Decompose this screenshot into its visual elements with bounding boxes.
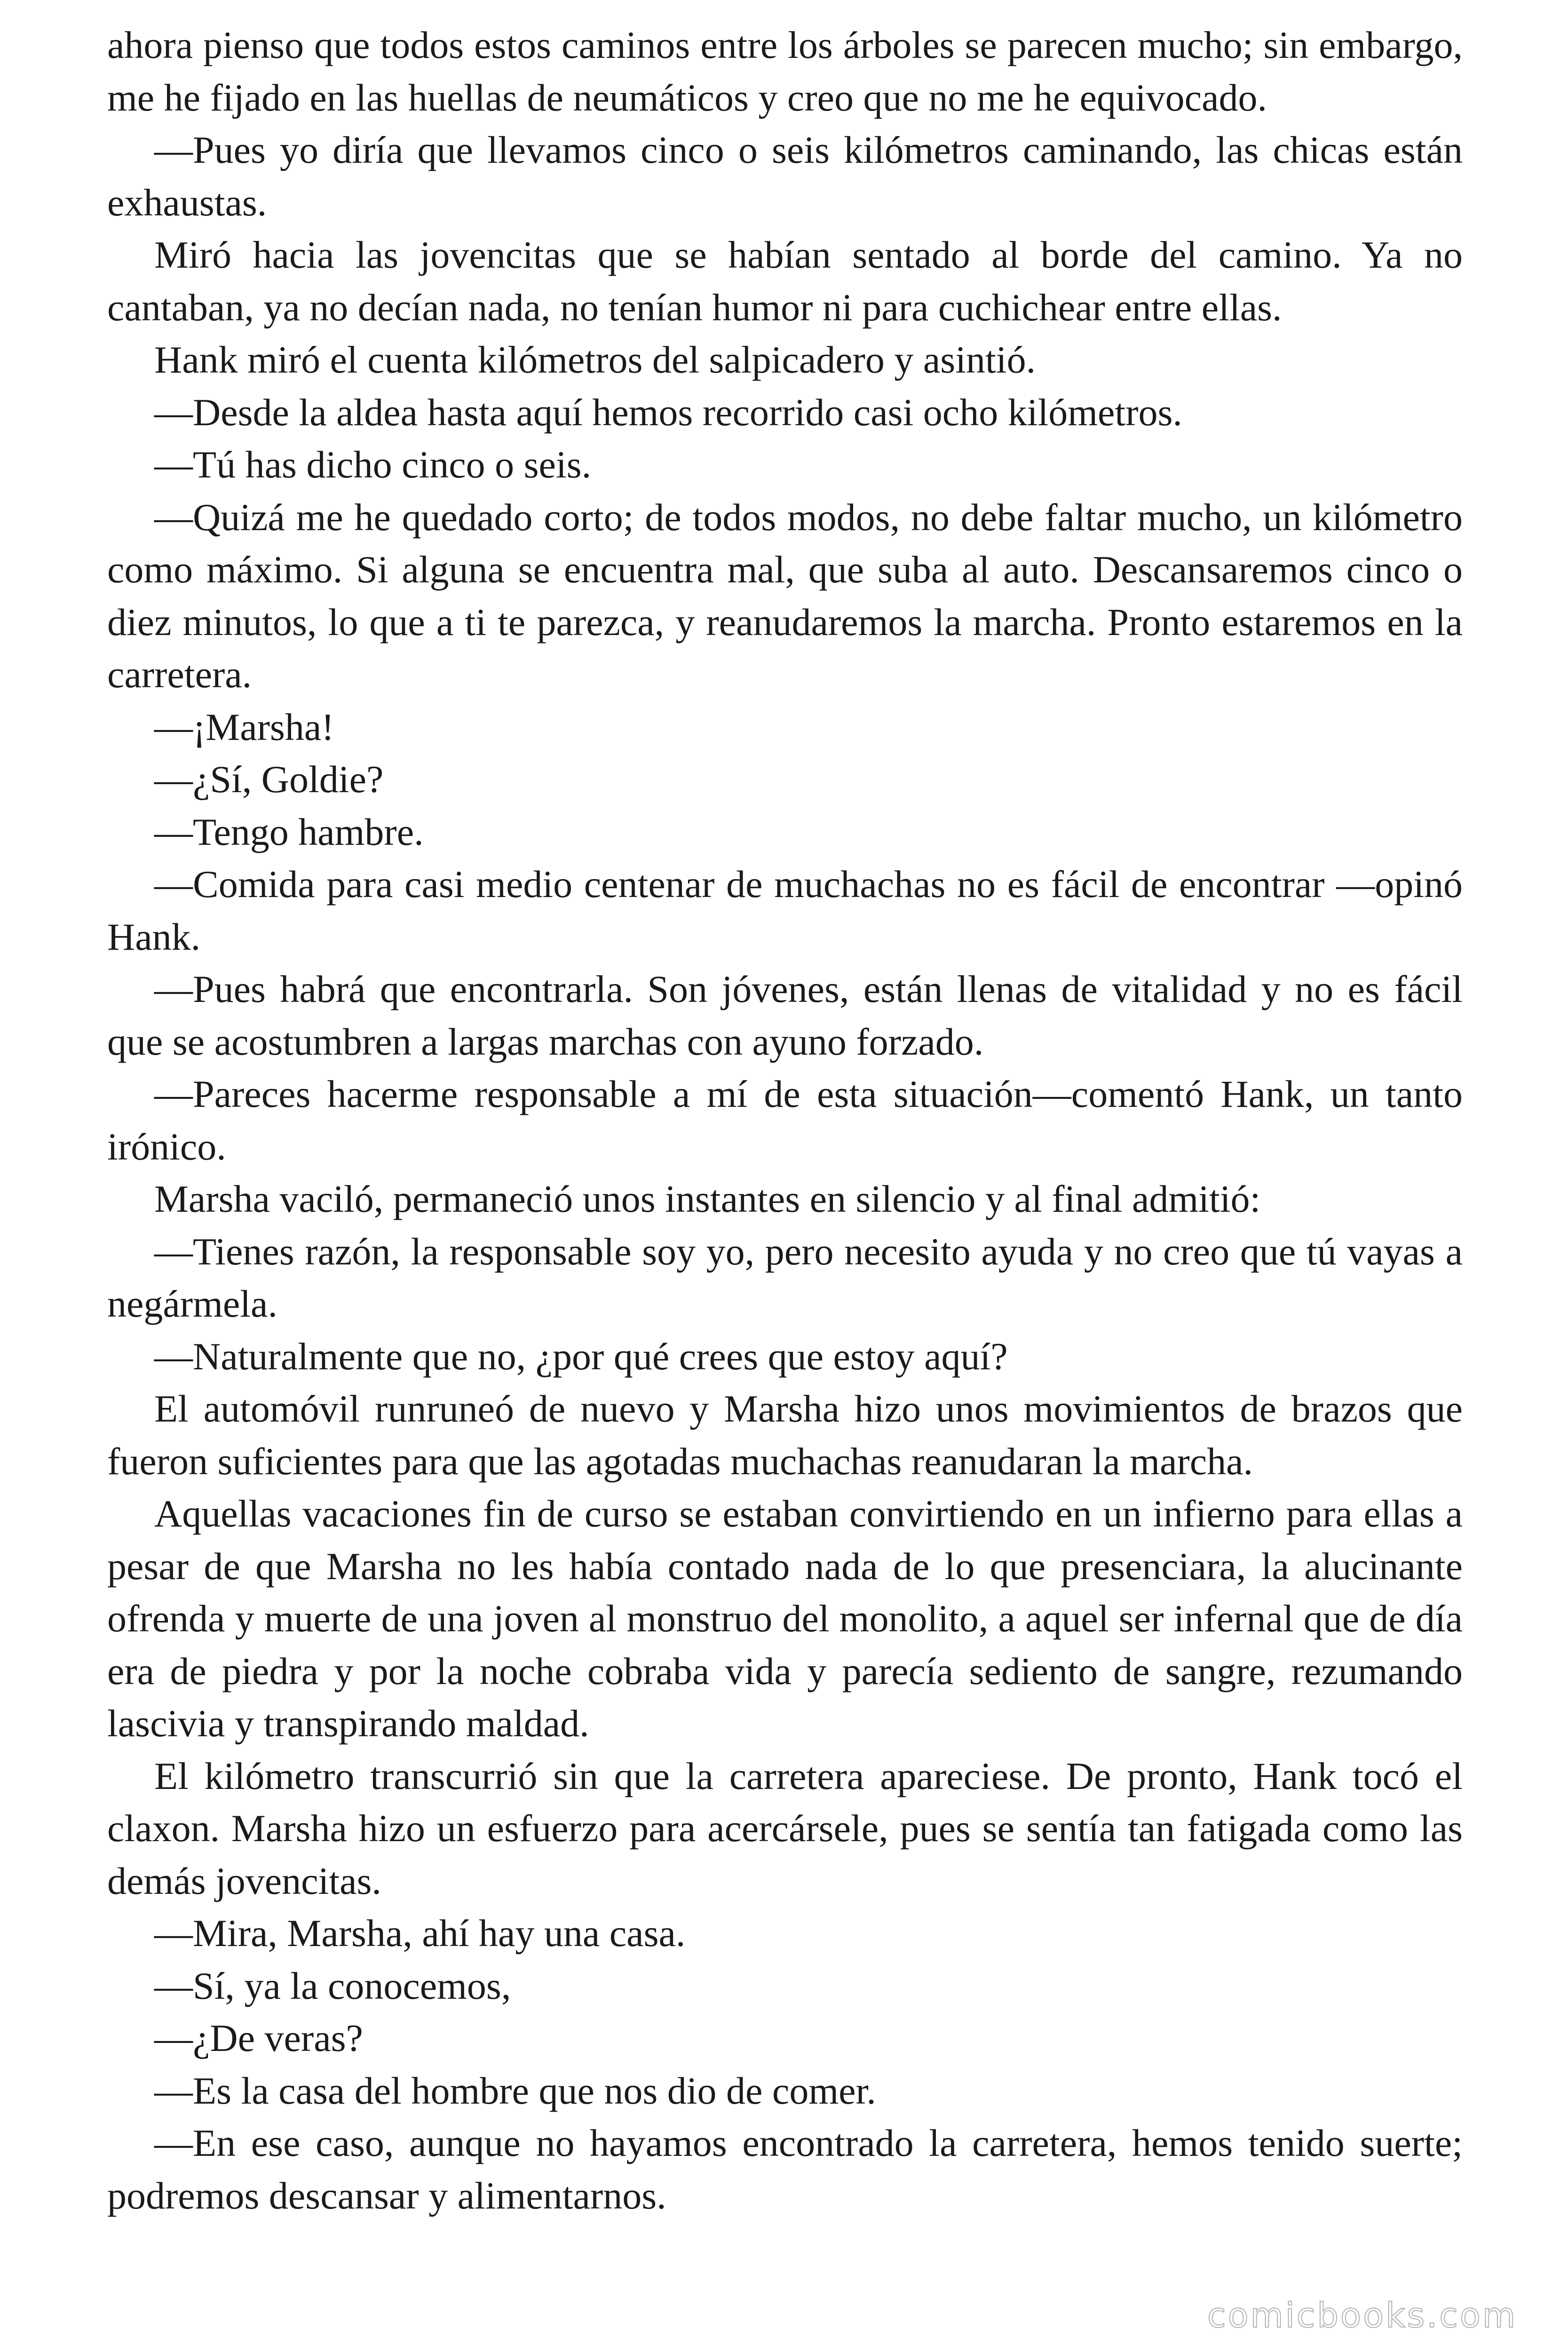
paragraph-10: —Tengo hambre. — [154, 810, 424, 853]
paragraph-21: —Sí, ya la conocemos, — [154, 1964, 511, 2007]
paragraph-16: —Naturalmente que no, ¿por qué crees que estoy aquí? — [154, 1335, 1008, 1378]
paragraph-20: —Mira, Marsha, ahí hay una casa. — [154, 1912, 686, 1955]
paragraph-11: —Comida para casi medio centenar de muchachas no es fácil de encontrar —opinó Hank. — [107, 863, 1463, 958]
page-text — [107, 19, 1463, 2222]
paragraph-19: El kilómetro transcurrió sin que la carretera apareciese. De pronto, Hank tocó el claxon. Marsha hizo un esfuerzo para acercársele, pues se sentía tan fatigada como las demás jovencitas. — [107, 1754, 1463, 1902]
paragraph-18: Aquellas vacaciones fin de curso se estaban convirtiendo en un infierno para ellas a pesar de que Marsha no les había contado nada de lo que presenciara, la alucinante ofrenda y muerte de una joven al monstruo del monolito, a aquel ser infernal que de día era de piedra y por la noche cobraba vida y parecía sediento de sangre, rezumando lascivia y transpirando maldad. — [107, 1492, 1463, 1745]
paragraph-7: —Quizá me he quedado corto; de todos modos, no debe faltar mucho, un kilómetro como máximo. Si alguna se encuentra mal, que suba al auto. Descansaremos cinco o diez minutos, lo que a ti te parezca, y reanudaremos la marcha. Pronto estaremos en la carretera. — [107, 495, 1463, 696]
paragraph-2: —Pues yo diría que llevamos cinco o seis kilómetros caminando, las chicas están exhaustas. — [107, 128, 1463, 224]
paragraph-15: —Tienes razón, la responsable soy yo, pero necesito ayuda y no creo que tú vayas a negármela. — [107, 1230, 1463, 1325]
paragraph-8: —¡Marsha! — [154, 705, 334, 748]
paragraph-9: —¿Sí, Goldie? — [154, 758, 384, 801]
paragraph-12: —Pues habrá que encontrarla. Son jóvenes, están llenas de vitalidad y no es fácil que se acostumbren a largas marchas con ayuno forzado. — [107, 968, 1463, 1063]
paragraph-13: —Pareces hacerme responsable a mí de esta situación—comentó Hank, un tanto irónico. — [107, 1073, 1463, 1168]
paragraph-1: ahora pienso que todos estos caminos entre los árboles se parecen mucho; sin embargo, me he fijado en las huellas de neumáticos y creo que no me he equivocado. — [107, 24, 1463, 119]
paragraph-3: Miró hacia las jovencitas que se habían sentado al borde del camino. Ya no cantaban, ya no decían nada, no tenían humor ni para cuchichear entre ellas. — [107, 233, 1463, 329]
paragraph-6: —Tú has dicho cinco o seis. — [154, 443, 592, 486]
watermark: comicbooks.com — [1207, 2296, 1517, 2335]
paragraph-4: Hank miró el cuenta kilómetros del salpicadero y asintió. — [154, 338, 1036, 381]
paragraph-14: Marsha vaciló, permaneció unos instantes en silencio y al final admitió: — [154, 1177, 1261, 1220]
paragraph-24: —En ese caso, aunque no hayamos encontrado la carretera, hemos tenido suerte; podremos descansar y alimentarnos. — [107, 2122, 1463, 2217]
paragraph-22: —¿De veras? — [154, 2017, 363, 2059]
paragraph-5: —Desde la aldea hasta aquí hemos recorrido casi ocho kilómetros. — [154, 390, 1182, 434]
paragraph-23: —Es la casa del hombre que nos dio de comer. — [154, 2069, 876, 2112]
paragraph-17: El automóvil runruneó de nuevo y Marsha hizo unos movimientos de brazos que fueron suficientes para que las agotadas muchachas reanudaran la marcha. — [107, 1387, 1463, 1483]
